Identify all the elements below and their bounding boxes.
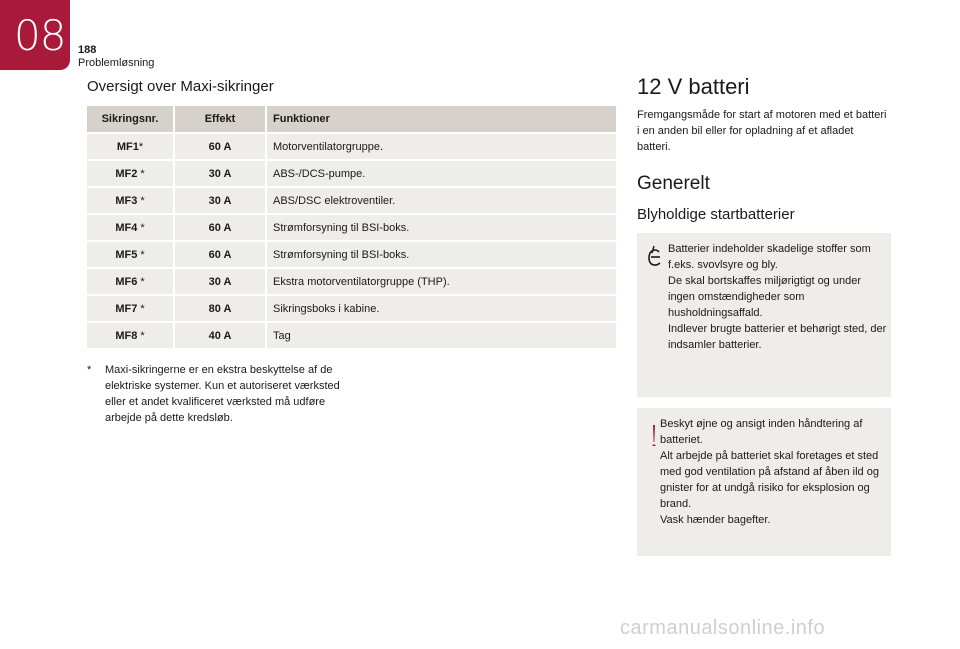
note-paragraph: Alt arbejde på batteriet skal foretages et sted med god ventilation på afstand af åben ild og gnister for at undgå risiko for eksplosion og brand.	[660, 450, 879, 510]
table-header-row	[87, 106, 616, 132]
fuse-id: MF3	[115, 194, 138, 207]
footnote-marker: *	[137, 167, 145, 180]
fuse-id: MF7	[115, 302, 138, 315]
function-cell: Tag	[267, 321, 616, 348]
function-cell: Strømforsyning til BSI-boks.	[267, 213, 616, 240]
warning-note-text	[660, 416, 888, 528]
rating-cell: 80 A	[175, 294, 267, 321]
fuse-number-cell	[87, 159, 175, 186]
battery-intro: Fremgangsmåde for start af motoren med et batteri i en anden bil eller for opladning af et afladet batteri.	[637, 109, 887, 153]
table-row	[87, 240, 616, 267]
fuse-overview-title: Oversigt over Maxi-sikringer	[87, 78, 274, 95]
battery-title: 12 V batteri	[637, 74, 750, 99]
fuse-number-cell	[87, 267, 175, 294]
note-paragraph: De skal bortskaffes miljørigtigt og under ingen omstændigheder som husholdningsaffald.	[668, 275, 861, 319]
table-row	[87, 213, 616, 240]
note-paragraph: Indlever brugte batterier et behørigt sted, der indsamler batterier.	[668, 323, 887, 351]
footnote-marker: *	[137, 248, 145, 261]
footnote-star: *	[87, 364, 92, 376]
rating-cell: 60 A	[175, 132, 267, 159]
fuse-id: MF4	[115, 221, 138, 234]
environment-note-text	[668, 241, 890, 353]
note-paragraph: Beskyt øjne og ansigt inden håndtering af batteriet.	[660, 418, 863, 446]
table-row	[87, 186, 616, 213]
footnote-marker: *	[137, 275, 145, 288]
table-row	[87, 294, 616, 321]
column-header-rating: Effekt	[175, 106, 267, 132]
section-name: Problemløsning	[78, 57, 155, 69]
footnote-marker: *	[137, 329, 145, 342]
footnote-marker: *	[137, 302, 145, 315]
fuse-number-cell	[87, 294, 175, 321]
table-footnote	[87, 362, 347, 426]
function-cell: ABS/DSC elektroventiler.	[267, 186, 616, 213]
fuse-id: MF8	[115, 329, 138, 342]
footnote-marker: *	[138, 140, 144, 153]
general-heading: Generelt	[637, 173, 710, 194]
table-row	[87, 159, 616, 186]
note-paragraph: Vask hænder bagefter.	[660, 514, 771, 526]
page-number: 188	[78, 44, 97, 56]
fuse-id: MF5	[115, 248, 138, 261]
function-cell: Motorventilatorgruppe.	[267, 132, 616, 159]
rating-cell: 40 A	[175, 321, 267, 348]
environment-icon	[643, 241, 665, 271]
table-row	[87, 132, 616, 159]
chapter-tab	[0, 0, 70, 70]
fuse-number-cell	[87, 213, 175, 240]
function-cell: Strømforsyning til BSI-boks.	[267, 240, 616, 267]
fuse-number-cell	[87, 132, 175, 159]
column-header-functions: Funktioner	[267, 106, 616, 132]
footnote-text: Maxi-sikringerne er en ekstra beskyttelse af de elektriske systemer. Kun et autoriseret værksted eller et andet kvalificeret værksted må udføre arbejde på dette kredsløb.	[105, 364, 340, 424]
fuse-id: MF2	[115, 167, 138, 180]
table-row	[87, 267, 616, 294]
fuse-id: MF1	[116, 140, 139, 153]
rating-cell: 60 A	[175, 240, 267, 267]
rating-cell: 30 A	[175, 159, 267, 186]
watermark: carmanualsonline.info	[620, 617, 826, 639]
fuse-id: MF6	[115, 275, 138, 288]
table-row	[87, 321, 616, 348]
function-cell: ABS-/DCS-pumpe.	[267, 159, 616, 186]
footnote-marker: *	[137, 194, 145, 207]
column-header-fuse-number: Sikringsnr.	[87, 106, 175, 132]
warning-note	[637, 408, 891, 556]
fuse-number-cell	[87, 240, 175, 267]
function-cell: Ekstra motorventilatorgruppe (THP).	[267, 267, 616, 294]
lead-acid-subheading: Blyholdige startbatterier	[637, 206, 795, 223]
rating-cell: 30 A	[175, 267, 267, 294]
environment-note	[637, 233, 891, 397]
footnote-marker: *	[137, 221, 145, 234]
note-paragraph: Batterier indeholder skadelige stoffer som f.eks. svovlsyre og bly.	[668, 243, 871, 271]
chapter-number: 08	[14, 11, 66, 60]
rating-cell: 30 A	[175, 186, 267, 213]
fuse-number-cell	[87, 321, 175, 348]
maxi-fuse-table	[87, 106, 616, 348]
fuse-number-cell	[87, 186, 175, 213]
function-cell: Sikringsboks i kabine.	[267, 294, 616, 321]
rating-cell: 60 A	[175, 213, 267, 240]
